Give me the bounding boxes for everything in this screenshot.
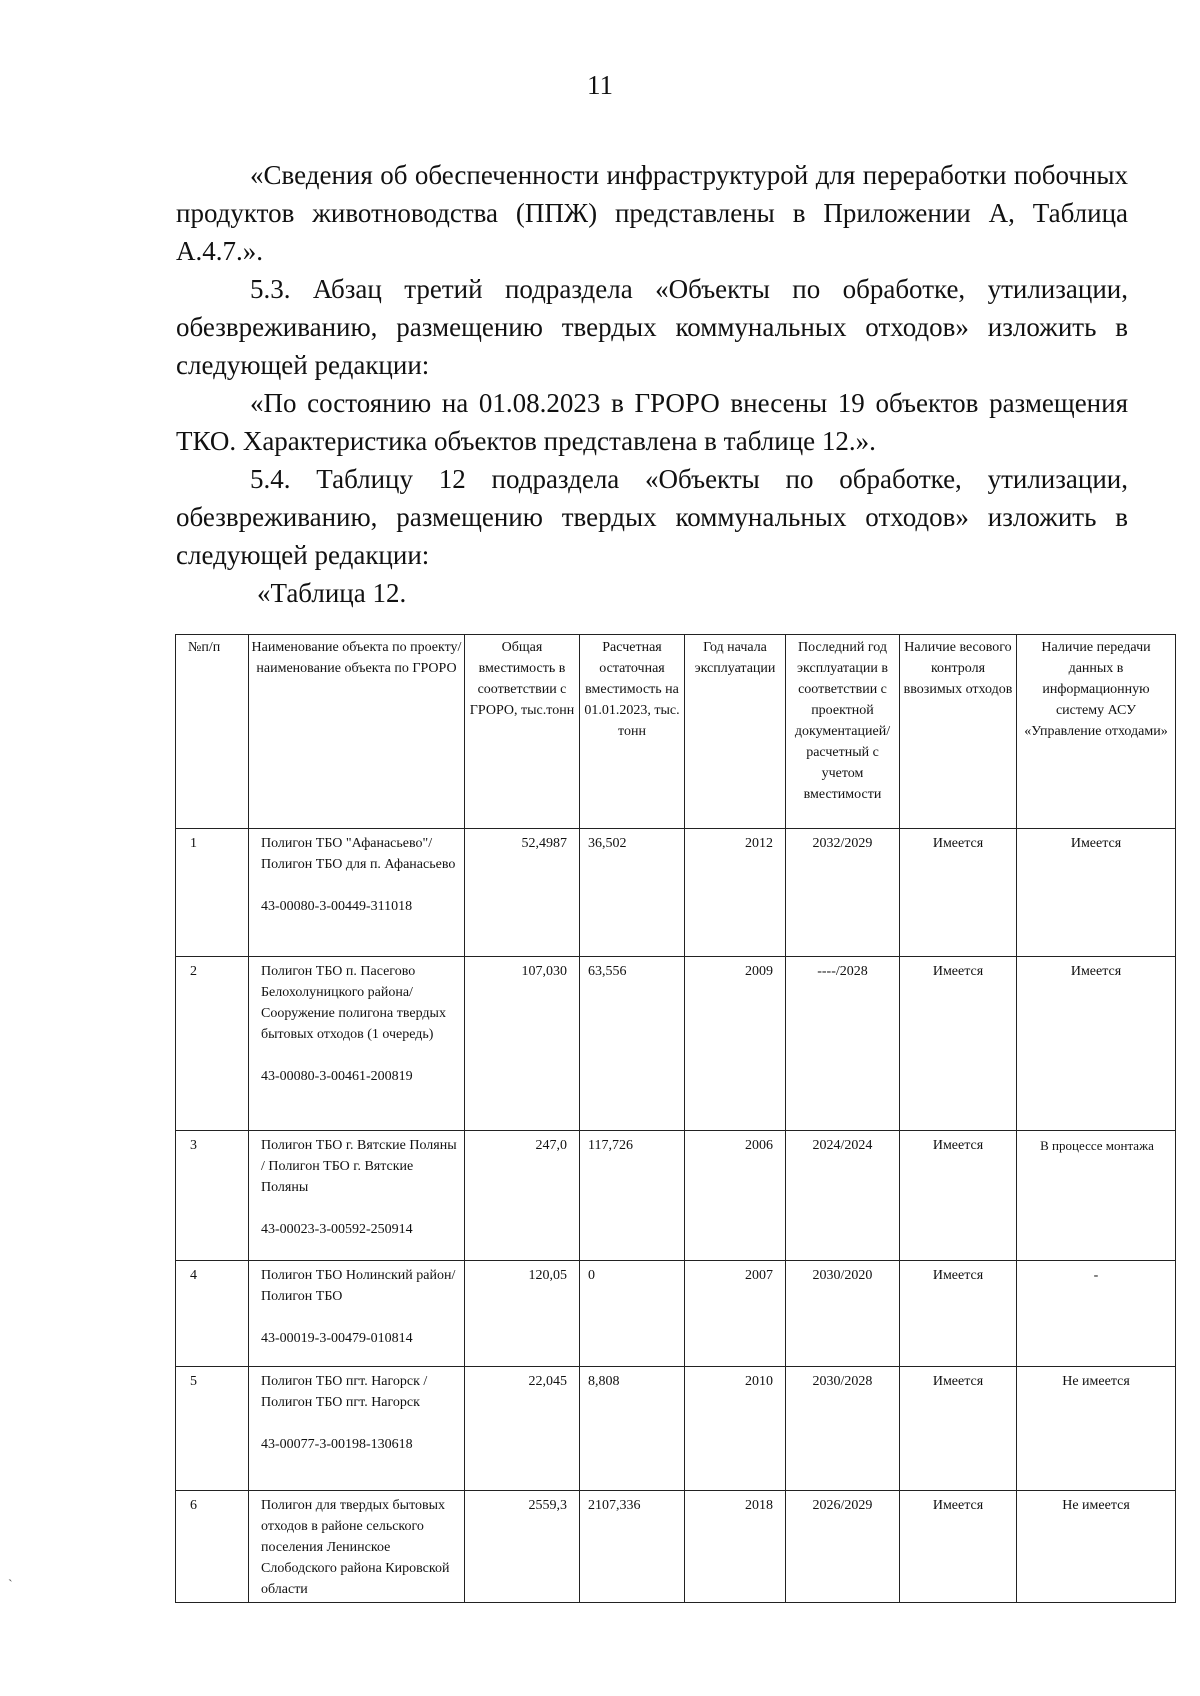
row-last-year: 2026/2029 <box>786 1491 900 1603</box>
header-remaining-capacity: Расчетная остаточная вместимость на 01.01.2023, тыс. тонн <box>580 635 685 829</box>
row-weight-control: Имеется <box>900 1261 1017 1367</box>
row-start-year: 2010 <box>685 1367 786 1491</box>
row-weight-control: Имеется <box>900 1131 1017 1261</box>
row-weight-control: Имеется <box>900 1491 1017 1603</box>
row-weight-control: Имеется <box>900 1367 1017 1491</box>
header-data-transfer: Наличие передачи данных в информационную систему АСУ «Управление отходами» <box>1017 635 1176 829</box>
row-object-name <box>249 1491 465 1603</box>
row-data-transfer: Не имеется <box>1017 1491 1176 1603</box>
row-remaining-capacity: 63,556 <box>580 957 685 1131</box>
paragraph-5-4: 5.4. Таблицу 12 подраздела «Объекты по обработке, утилизации, обезвреживанию, размещению твердых коммунальных отходов» изложить в следующей редакции: <box>176 464 1128 570</box>
table-row <box>176 829 1176 957</box>
header-last-year: Последний год эксплуатации в соответствии с проектной документацией/ расчетный с учетом вместимости <box>786 635 900 829</box>
table-row <box>176 1261 1176 1367</box>
object-name-text: Полигон ТБО г. Вятские Поляны / Полигон ТБО г. Вятские Поляны <box>261 1138 457 1195</box>
row-object-name <box>249 957 465 1131</box>
row-object-name <box>249 829 465 957</box>
page-number: 11 <box>587 70 613 100</box>
table-caption: «Таблица 12. <box>257 578 407 608</box>
row-number: 2 <box>176 957 249 1131</box>
row-start-year: 2007 <box>685 1261 786 1367</box>
row-last-year: 2024/2024 <box>786 1131 900 1261</box>
header-weight-control: Наличие весового контроля ввозимых отходов <box>900 635 1017 829</box>
row-total-capacity: 2559,3 <box>465 1491 580 1603</box>
row-remaining-capacity: 36,502 <box>580 829 685 957</box>
table-row <box>176 957 1176 1131</box>
row-number: 6 <box>176 1491 249 1603</box>
row-weight-control: Имеется <box>900 829 1017 957</box>
object-name-text: Полигон для твердых бытовых отходов в районе сельского поселения Ленинское Слободского района Кировской области <box>261 1498 450 1597</box>
row-data-transfer: Имеется <box>1017 957 1176 1131</box>
paragraph-status-date: «По состоянию на 01.08.2023 в ГРОРО внесены 19 объектов размещения ТКО. Характеристика объектов представлена в таблице 12.». <box>176 388 1128 456</box>
scan-margin-mark: ` <box>8 1578 13 1593</box>
object-name-text: Полигон ТБО "Афанасьево"/ Полигон ТБО для п. Афанасьево <box>261 836 456 872</box>
row-total-capacity: 22,045 <box>465 1367 580 1491</box>
row-object-name <box>249 1261 465 1367</box>
row-data-transfer: Имеется <box>1017 829 1176 957</box>
row-last-year: 2030/2020 <box>786 1261 900 1367</box>
paragraph-ppzh-info: «Сведения об обеспеченности инфраструктурой для переработки побочных продуктов животноводства (ППЖ) представлены в Приложении А, Таблица А.4.7.». <box>176 160 1128 266</box>
header-number: №п/п <box>176 635 249 829</box>
row-start-year: 2012 <box>685 829 786 957</box>
row-last-year: 2032/2029 <box>786 829 900 957</box>
row-total-capacity: 120,05 <box>465 1261 580 1367</box>
table-row <box>176 1491 1176 1603</box>
object-name-text: Полигон ТБО Нолинский район/ Полигон ТБО <box>261 1268 456 1304</box>
table-header-row <box>176 635 1176 829</box>
row-last-year: 2030/2028 <box>786 1367 900 1491</box>
row-start-year: 2009 <box>685 957 786 1131</box>
row-total-capacity: 247,0 <box>465 1131 580 1261</box>
row-remaining-capacity: 117,726 <box>580 1131 685 1261</box>
row-total-capacity: 52,4987 <box>465 829 580 957</box>
row-object-name <box>249 1131 465 1261</box>
object-registry-code: 43-00080-3-00449-311018 <box>261 899 413 914</box>
row-weight-control: Имеется <box>900 957 1017 1131</box>
row-last-year: ----/2028 <box>786 957 900 1131</box>
row-data-transfer: В процессе монтажа <box>1017 1131 1176 1261</box>
row-data-transfer: Не имеется <box>1017 1367 1176 1491</box>
row-remaining-capacity: 0 <box>580 1261 685 1367</box>
object-registry-code: 43-00077-3-00198-130618 <box>261 1437 413 1452</box>
object-name-text: Полигон ТБО пгт. Нагорск / Полигон ТБО пгт. Нагорск <box>261 1374 428 1410</box>
row-number: 5 <box>176 1367 249 1491</box>
row-number: 1 <box>176 829 249 957</box>
header-total-capacity: Общая вместимость в соответствии с ГРОРО, тыс.тонн <box>465 635 580 829</box>
row-total-capacity: 107,030 <box>465 957 580 1131</box>
row-number: 3 <box>176 1131 249 1261</box>
waste-objects-table <box>175 634 1176 1603</box>
row-remaining-capacity: 2107,336 <box>580 1491 685 1603</box>
object-registry-code: 43-00019-3-00479-010814 <box>261 1331 413 1346</box>
header-start-year: Год начала эксплуатации <box>685 635 786 829</box>
row-start-year: 2006 <box>685 1131 786 1261</box>
row-number: 4 <box>176 1261 249 1367</box>
header-object-name: Наименование объекта по проекту/ наименование объекта по ГРОРО <box>249 635 465 829</box>
row-remaining-capacity: 8,808 <box>580 1367 685 1491</box>
paragraph-5-3: 5.3. Абзац третий подраздела «Объекты по обработке, утилизации, обезвреживанию, размещению твердых коммунальных отходов» изложить в следующей редакции: <box>176 274 1128 380</box>
row-object-name <box>249 1367 465 1491</box>
object-registry-code: 43-00023-3-00592-250914 <box>261 1222 413 1237</box>
row-start-year: 2018 <box>685 1491 786 1603</box>
object-name-text: Полигон ТБО п. Пасегово Белохолуницкого района/ Сооружение полигона твердых бытовых отходов (1 очередь) <box>261 964 446 1042</box>
object-registry-code: 43-00080-3-00461-200819 <box>261 1069 413 1084</box>
table-row <box>176 1131 1176 1261</box>
row-data-transfer: - <box>1017 1261 1176 1367</box>
table-row <box>176 1367 1176 1491</box>
